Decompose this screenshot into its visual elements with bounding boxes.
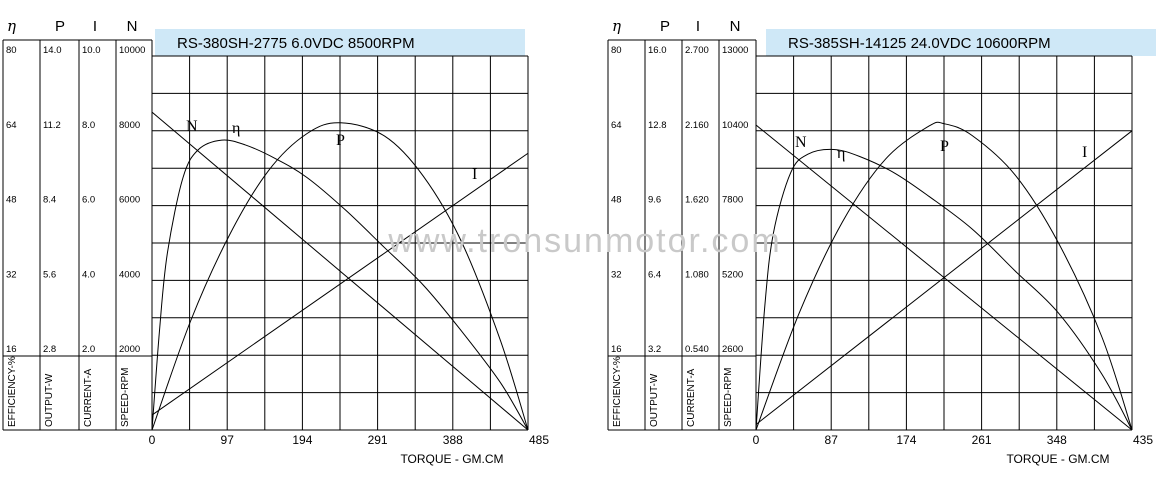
speed-tick-label: 10400	[722, 119, 749, 131]
x-tick-label: 87	[824, 433, 838, 447]
current-tick-label: 1.620	[685, 194, 709, 206]
curve-label-N: N	[186, 118, 198, 135]
current-tick-label: 0.540	[685, 344, 709, 356]
speed-tick-label: 6000	[119, 194, 141, 206]
curve-label-I: I	[472, 166, 478, 183]
efficiency-tick-label: 64	[6, 119, 17, 131]
speed-tick-label: 8000	[119, 119, 141, 131]
curve-label-eta: η	[837, 145, 846, 162]
x-tick-label: 291	[367, 433, 388, 447]
efficiency-axis-title: EFFICIENCY-%	[612, 356, 623, 427]
current-tick-label: 8.0	[82, 119, 96, 131]
current-tick-label: 4.0	[82, 269, 96, 281]
x-tick-label: 261	[971, 433, 992, 447]
header-symbol-n: N	[126, 18, 138, 35]
header-symbol-i: I	[695, 18, 701, 35]
efficiency-tick-label: 16	[611, 344, 622, 356]
x-tick-label: 194	[292, 433, 313, 447]
current-tick-label: 2.0	[82, 344, 96, 356]
x-tick-label: 348	[1046, 433, 1067, 447]
curve-label-I: I	[1082, 144, 1088, 161]
output-tick-label: 2.8	[43, 344, 57, 356]
current-tick-label: 6.0	[82, 194, 96, 206]
output-tick-label: 3.2	[648, 344, 662, 356]
current-axis-title: CURRENT-A	[83, 368, 94, 427]
header-symbol-p: P	[659, 18, 671, 35]
x-tick-label: 485	[528, 433, 550, 447]
efficiency-tick-label: 32	[6, 269, 17, 281]
current-tick-label: 2.700	[685, 45, 709, 56]
curve-label-P: P	[336, 132, 345, 149]
speed-tick-label: 10000	[119, 45, 146, 56]
current-tick-label: 1.080	[685, 269, 709, 281]
header-symbol-p: P	[54, 18, 66, 35]
watermark-text: www.tronsunmotor.com	[388, 222, 782, 260]
efficiency-tick-label: 48	[611, 194, 622, 206]
x-axis-label: TORQUE - GM.CM	[400, 452, 504, 466]
speed-tick-label: 2000	[119, 344, 141, 356]
header-symbol-eta: η	[7, 17, 16, 35]
current-axis-title: CURRENT-A	[686, 368, 697, 427]
x-tick-label: 388	[442, 433, 463, 447]
efficiency-tick-label: 48	[6, 194, 17, 206]
output-tick-label: 11.2	[43, 119, 61, 131]
speed-tick-label: 4000	[119, 269, 141, 281]
x-tick-label: 0	[148, 433, 156, 447]
curve-label-eta: η	[232, 120, 241, 137]
speed-tick-label: 5200	[722, 269, 744, 281]
header-symbol-eta: η	[612, 17, 621, 35]
x-axis-label: TORQUE - GM.CM	[1006, 452, 1110, 466]
x-tick-label: 97	[220, 433, 234, 447]
efficiency-tick-label: 32	[611, 269, 622, 281]
speed-axis-title: SPEED-RPM	[120, 367, 131, 427]
header-symbol-n: N	[729, 18, 741, 35]
current-tick-label: 10.0	[82, 45, 101, 56]
x-tick-label: 435	[1132, 433, 1154, 447]
output-tick-label: 6.4	[648, 269, 662, 281]
efficiency-tick-label: 16	[6, 344, 17, 356]
speed-axis-title: SPEED-RPM	[723, 367, 734, 427]
current-tick-label: 2.160	[685, 119, 709, 131]
output-tick-label: 9.6	[648, 194, 662, 206]
speed-tick-label: 2600	[722, 344, 744, 356]
output-axis-title: OUTPUT-W	[649, 373, 660, 427]
chart-title: RS-385SH-14125 24.0VDC 10600RPM	[788, 35, 1051, 52]
efficiency-tick-label: 80	[6, 45, 17, 56]
output-tick-label: 12.8	[648, 119, 667, 131]
x-tick-label: 174	[896, 433, 917, 447]
efficiency-tick-label: 64	[611, 119, 622, 131]
curve-label-N: N	[795, 134, 807, 151]
output-tick-label: 5.6	[43, 269, 57, 281]
output-tick-label: 16.0	[648, 45, 667, 56]
x-tick-label: 0	[752, 433, 760, 447]
efficiency-tick-label: 80	[611, 45, 622, 56]
curve-label-P: P	[940, 138, 949, 155]
speed-tick-label: 13000	[722, 45, 749, 56]
efficiency-axis-title: EFFICIENCY-%	[7, 356, 18, 427]
header-symbol-i: I	[92, 18, 98, 35]
chart-title: RS-380SH-2775 6.0VDC 8500RPM	[177, 35, 415, 52]
speed-tick-label: 7800	[722, 194, 744, 206]
output-tick-label: 8.4	[43, 194, 57, 206]
output-tick-label: 14.0	[43, 45, 62, 56]
output-axis-title: OUTPUT-W	[44, 373, 55, 427]
